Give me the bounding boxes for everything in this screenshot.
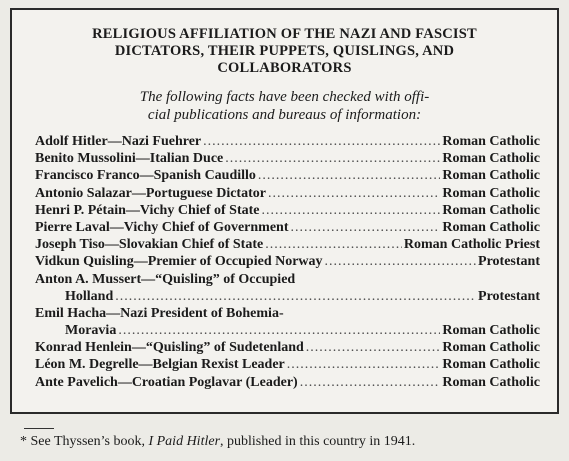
dot-leader bbox=[115, 288, 476, 305]
entry-religion: Roman Catholic bbox=[442, 340, 540, 356]
dot-leader bbox=[118, 322, 440, 339]
dot-leader bbox=[291, 219, 441, 236]
dot-leader bbox=[265, 236, 402, 253]
entry-religion: Roman Catholic bbox=[442, 134, 540, 149]
list-item bbox=[35, 253, 540, 270]
entry-name: Adolf Hitler—Nazi Fuehrer bbox=[35, 134, 202, 149]
footnote bbox=[20, 433, 415, 451]
list-item bbox=[35, 133, 540, 150]
dot-leader bbox=[262, 202, 441, 219]
list-item bbox=[35, 150, 540, 167]
entry-name: Holland bbox=[65, 288, 114, 304]
dot-leader bbox=[325, 253, 477, 270]
entry-name: Ante Pavelich—Croatian Poglavar (Leader) bbox=[35, 374, 298, 390]
entry-religion: Roman Catholic bbox=[442, 219, 540, 235]
entry-name: Pierre Laval—Vichy Chief of Government bbox=[35, 219, 289, 235]
footnote-suffix: , published in this country in 1941. bbox=[220, 434, 416, 449]
dot-leader bbox=[268, 185, 440, 202]
dot-leader bbox=[225, 150, 440, 167]
footnote-book-title: I Paid Hitler bbox=[148, 434, 221, 449]
list-item bbox=[35, 185, 540, 202]
entry-religion: Roman Catholic bbox=[442, 185, 540, 201]
list-item bbox=[35, 288, 540, 305]
entry-name: Benito Mussolini—Italian Duce bbox=[35, 151, 224, 167]
list-item bbox=[35, 305, 540, 322]
list-item bbox=[35, 339, 540, 356]
list-item bbox=[35, 356, 540, 373]
footnote-prefix: * See Thyssen’s book, bbox=[20, 434, 149, 449]
table-title bbox=[30, 26, 539, 77]
entry-religion: Roman Catholic Priest bbox=[403, 237, 540, 253]
entry-religion: Protestant bbox=[478, 288, 540, 304]
dot-leader bbox=[258, 167, 440, 184]
entry-religion: Roman Catholic bbox=[442, 151, 540, 167]
entry-name: Antonio Salazar—Portuguese Dictator bbox=[35, 185, 266, 201]
entry-name: Joseph Tiso—Slovakian Chief of State bbox=[35, 237, 264, 253]
entry-religion: Roman Catholic bbox=[442, 374, 540, 390]
list-item bbox=[35, 219, 540, 236]
dot-leader bbox=[203, 133, 440, 150]
entry-religion: Roman Catholic bbox=[442, 202, 540, 218]
list-item bbox=[35, 236, 540, 253]
entry-name: Emil Hacha—Nazi President of Bohemia- bbox=[35, 305, 284, 321]
list-item bbox=[35, 374, 540, 391]
footnote-rule bbox=[24, 428, 54, 429]
entry-religion: Roman Catholic bbox=[442, 357, 540, 373]
intro-text bbox=[30, 88, 539, 124]
list-item bbox=[35, 202, 540, 219]
entry-religion: Protestant bbox=[478, 254, 540, 270]
entry-name: Vidkun Quisling—Premier of Occupied Norway bbox=[35, 254, 323, 270]
title-line-3: COLLABORATORS bbox=[217, 60, 352, 76]
entry-name: Moravia bbox=[65, 323, 117, 339]
title-line-2: DICTATORS, THEIR PUPPETS, QUISLINGS, AND bbox=[114, 43, 455, 59]
entry-name: Anton A. Mussert—“Quisling” of Occupied bbox=[35, 271, 296, 287]
intro-line-1: The following facts have been checked with offi- bbox=[139, 89, 430, 105]
affiliation-list bbox=[35, 133, 540, 391]
entry-name: Konrad Henlein—“Quisling” of Sudetenland bbox=[35, 340, 304, 356]
entry-name: Henri P. Pétain—Vichy Chief of State bbox=[35, 202, 260, 218]
dot-leader bbox=[306, 339, 441, 356]
intro-line-2: cial publications and bureaus of information: bbox=[147, 107, 422, 123]
list-item bbox=[35, 271, 540, 288]
title-line-1: RELIGIOUS AFFILIATION OF THE NAZI AND FASCIST bbox=[92, 26, 477, 42]
dot-leader bbox=[300, 374, 441, 391]
list-item bbox=[35, 167, 540, 184]
list-item bbox=[35, 322, 540, 339]
entry-religion: Roman Catholic bbox=[442, 323, 540, 339]
affiliation-table-box bbox=[10, 8, 559, 414]
entry-name: Léon M. Degrelle—Belgian Rexist Leader bbox=[35, 357, 285, 373]
dot-leader bbox=[287, 356, 441, 373]
entry-name: Francisco Franco—Spanish Caudillo bbox=[35, 168, 256, 184]
entry-religion: Roman Catholic bbox=[442, 168, 540, 184]
